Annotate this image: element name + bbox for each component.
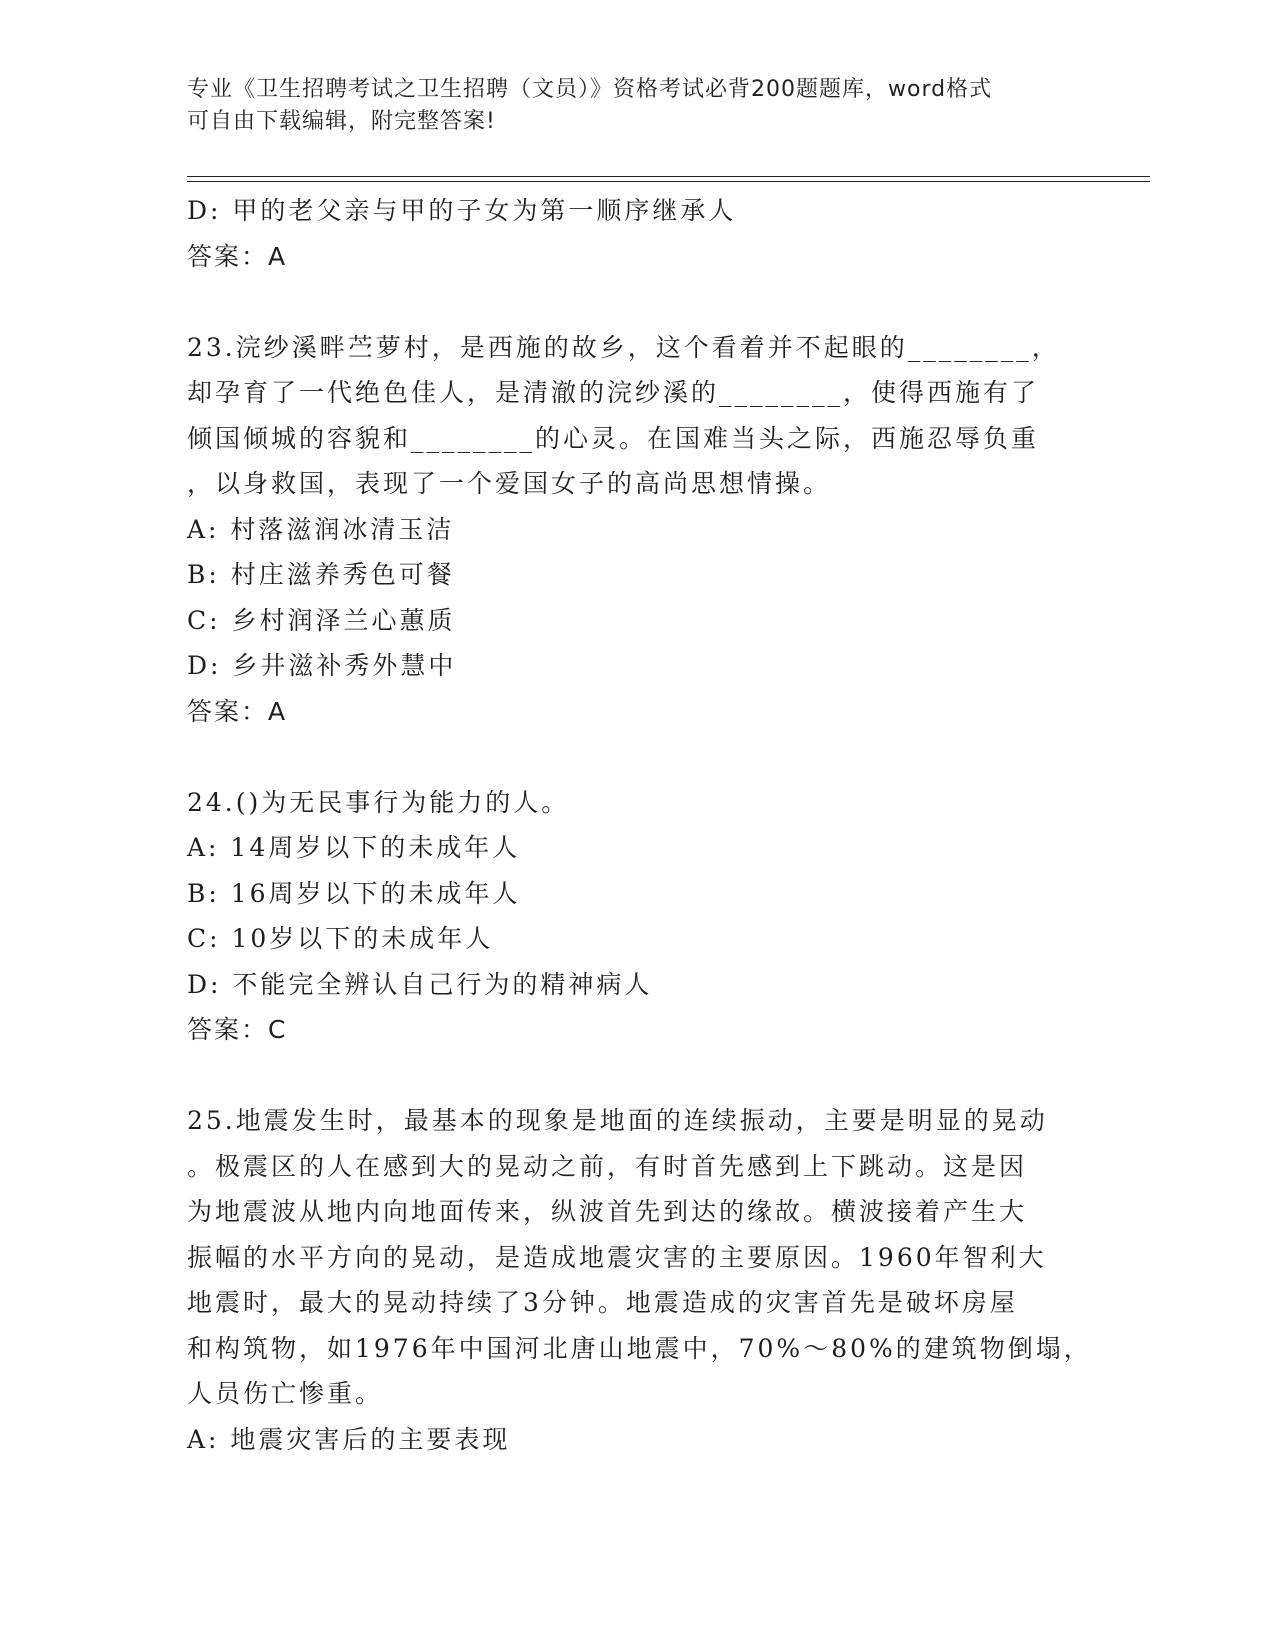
- page-header: [187, 74, 1067, 138]
- answer-line: 答案：C: [187, 1015, 288, 1044]
- question-text-line: 和构筑物，如1976年中国河北唐山地震中，70%～80%的建筑物倒塌，: [187, 1333, 1092, 1363]
- question-text-line: 振幅的水平方向的晃动，是造成地震灾害的主要原因。1960年智利大: [187, 1242, 1047, 1272]
- header-divider: [187, 176, 1150, 182]
- spacer: [187, 279, 1087, 325]
- header-title-line-2: 可自由下载编辑，附完整答案!: [187, 109, 496, 134]
- question-text-line: 人员伤亡惨重。: [187, 1379, 384, 1408]
- answer-line: 答案：A: [187, 241, 288, 271]
- previous-question-tail: [187, 188, 1087, 279]
- option-c: C: 乡村润泽兰心蕙质: [187, 605, 456, 635]
- document-body: [187, 188, 1092, 1462]
- answer-line: 答案：A: [187, 696, 288, 726]
- question-text-line: 25.地震发生时，最基本的现象是地面的连续振动，主要是明显的晃动: [187, 1106, 1048, 1135]
- option-c: C: 10岁以下的未成年人: [187, 924, 494, 953]
- option-d: D: 乡井滋补秀外慧中: [187, 651, 457, 680]
- option-a: A: 14周岁以下的未成年人: [187, 833, 521, 862]
- option-b: B: 村庄滋养秀色可餐: [187, 560, 455, 589]
- spacer: [187, 1053, 1087, 1099]
- header-title-line-1: 专业《卫生招聘考试之卫生招聘（文员）》资格考试必背200题题库，word格式: [187, 77, 993, 102]
- question-text-line: ，以身救国，表现了一个爱国女子的高尚思想情操。: [187, 469, 832, 498]
- option-d: D: 不能完全辨认自己行为的精神病人: [187, 969, 653, 999]
- option-b: B: 16周岁以下的未成年人: [187, 878, 521, 908]
- question-text-line: 为地震波从地内向地面传来，纵波首先到达的缘故。横波接着产生大: [187, 1197, 1028, 1226]
- question-text-line: 倾国倾城的容貌和________的心灵。在国难当头之际，西施忍辱负重: [187, 423, 1040, 453]
- option-d: D: 甲的老父亲与甲的子女为第一顺序继承人: [187, 196, 737, 225]
- question-text-line: 23.浣纱溪畔苎萝村，是西施的故乡，这个看着并不起眼的________，: [187, 332, 1060, 362]
- question-text-line: 地震时，最大的晃动持续了3分钟。地震造成的灾害首先是破坏房屋: [187, 1288, 1018, 1317]
- option-a: A: 村落滋润冰清玉洁: [187, 514, 455, 544]
- option-a: A: 地震灾害后的主要表现: [187, 1424, 511, 1454]
- question-text-line: 。极震区的人在感到大的晃动之前，有时首先感到上下跳动。这是因: [187, 1151, 1028, 1181]
- question-text-line: 24.()为无民事行为能力的人。: [187, 787, 570, 817]
- question-text-line: 却孕育了一代绝色佳人，是清澈的浣纱溪的________，使得西施有了: [187, 378, 1040, 407]
- spacer: [187, 734, 1087, 780]
- question-25: [187, 1098, 1092, 1462]
- question-23: [187, 325, 1087, 735]
- question-24: [187, 780, 1087, 1053]
